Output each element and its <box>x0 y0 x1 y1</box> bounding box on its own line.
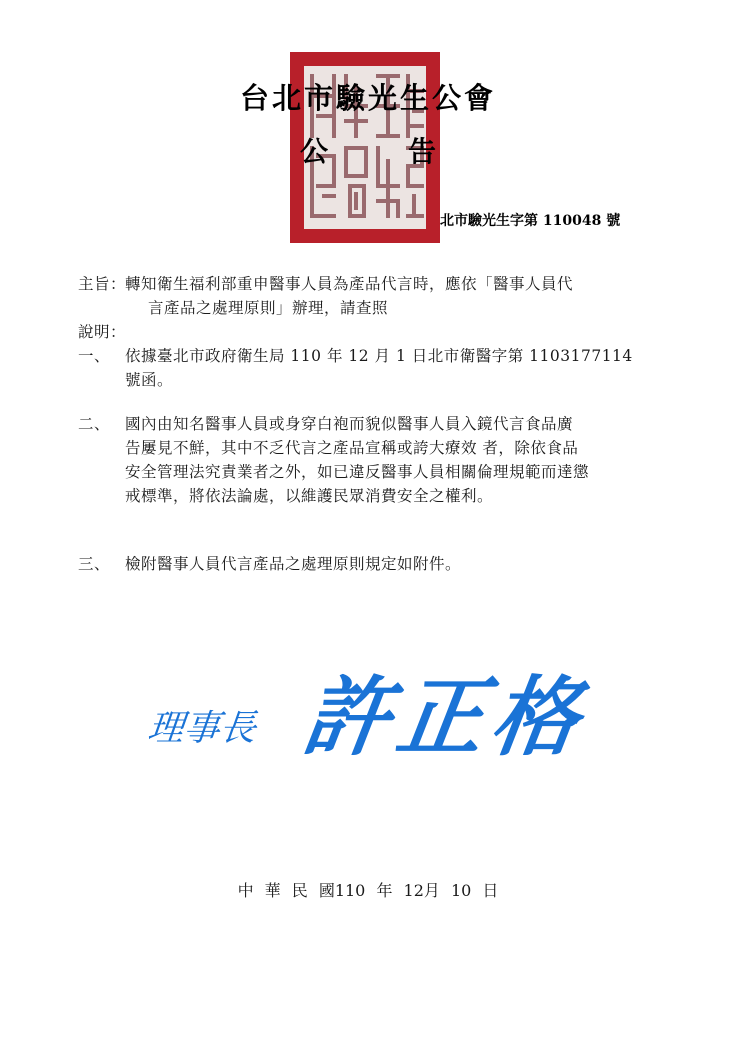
subject-line-2: 言產品之處理原則」辦理，請查照 <box>148 299 389 317</box>
item-2-line-3: 安全管理法究責業者之外，如已違反醫事人員相關倫理規範而達懲 <box>125 463 590 481</box>
organization-title: 台北市驗光生公會 <box>239 81 496 115</box>
item-2-line-1: 國內由知名醫事人員或身穿白袍而貌似醫事人員入鏡代言食品廣 <box>125 415 574 433</box>
document-type: 公告 <box>299 135 516 168</box>
signature-title: 理事長 <box>145 708 258 749</box>
issue-date: 中 華 民 國110 年 12月 10 日 <box>237 881 499 900</box>
item-1-line-1: 依據臺北市政府衛生局 110 年 12 月 1 日北市衛醫字第 1103177114 <box>125 347 633 365</box>
item-1-number: 一、 <box>78 347 111 365</box>
item-3-number: 三、 <box>78 555 111 573</box>
item-2-line-4: 戒標準，將依法論處，以維護民眾消費安全之權利。 <box>125 487 494 505</box>
item-1-line-2: 號函。 <box>125 371 174 389</box>
explanation-label: 說明： <box>78 323 127 341</box>
subject-line-1: 轉知衛生福利部重申醫事人員為產品代言時，應依「醫事人員代 <box>125 275 574 293</box>
item-2-number: 二、 <box>78 415 111 433</box>
item-3-line-1: 檢附醫事人員代言產品之處理原則規定如附件。 <box>125 555 462 573</box>
item-2-line-2: 告屢見不鮮，其中不乏代言之產品宣稱或誇大療效 者，除依食品 <box>125 439 579 457</box>
document-number: 北市驗光生字第 110048 號 <box>440 213 621 229</box>
signature-name: 許正格 <box>296 668 593 768</box>
subject-label: 主旨： <box>78 275 127 293</box>
